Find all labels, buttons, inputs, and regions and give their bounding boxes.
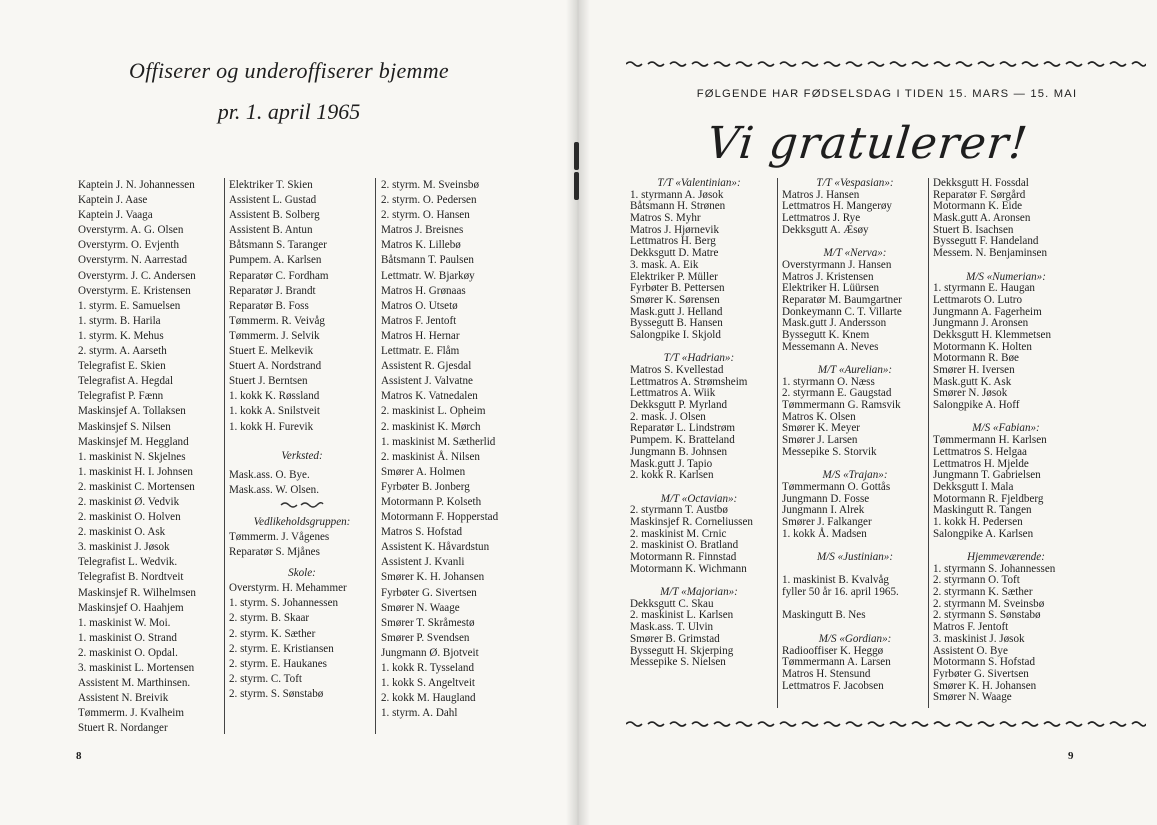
crew-entry: Pumpem. K. Bratteland [630, 434, 735, 447]
crew-entry: Smører K. Sørensen [630, 293, 720, 306]
crew-entry: 1. styrm. E. Samuelsen [78, 299, 181, 312]
ship-heading: M/T «Majorian»: [660, 586, 738, 599]
crew-entry: Assistent N. Breivik [78, 692, 169, 705]
crew-entry: 2. maskinist O. Ask [78, 526, 166, 539]
crew-entry: 2. maskinist Ø. Vedvik [78, 495, 180, 508]
crew-entry: Lettmatros F. Jacobsen [782, 679, 884, 692]
crew-entry: Elektriker T. Skien [229, 179, 313, 191]
group-spacer [630, 482, 768, 494]
crew-entry: Maskinsjef R. Corneliussen [630, 515, 753, 528]
crew-entry: Motormann P. Kolseth [381, 495, 482, 508]
crew-entry: Telegrafist L. Wedvik. [78, 556, 178, 569]
crew-entry: Mask.ass. T. Ulvin [630, 621, 714, 634]
crew-entry: Tømmermann O. Gottås [782, 480, 891, 493]
crew-entry: Jungmann Ø. Bjotveit [381, 646, 479, 659]
crew-entry: Stuert B. Isachsen [933, 223, 1014, 236]
crew-entry: Tømmerm. R. Veivåg [229, 314, 325, 327]
crew-entry: 2. styrm. E. Kristiansen [229, 642, 334, 655]
crew-entry: 1. maskinist N. Skjelnes [78, 450, 186, 463]
ship-heading: M/S «Trajan»: [822, 469, 888, 482]
crew-entry: 3. mask. A. Eik [630, 258, 699, 271]
right-page [578, 0, 1157, 825]
crew-entry: Motormann R. Fjeldberg [933, 492, 1044, 505]
crew-entry: Reparatør M. Baumgartner [782, 293, 902, 306]
crew-entry: Matros S. Kvellestad [630, 364, 724, 376]
crew-entry: 2. maskinist M. Crnic [630, 527, 727, 540]
crew-entry: 1. kokk S. Angeltveit [381, 677, 475, 690]
crew-entry: Reparatør J. Brandt [229, 284, 316, 297]
crew-entry: 2. maskinist Å. Nilsen [381, 450, 480, 463]
crew-entry: Assistent R. Gjesdal [381, 360, 472, 373]
crew-entry: Dekksgutt I. Mala [933, 480, 1014, 493]
crew-entry: Reparatør S. Mjånes [229, 546, 320, 559]
crew-entry: Maskinsjef R. Wilhelmsen [78, 586, 196, 599]
crew-entry: Smører K. Meyer [782, 422, 860, 435]
crew-entry: Dekksgutt H. Klemmetsen [933, 328, 1052, 341]
ship-heading: M/S «Gordian»: [818, 632, 892, 645]
crew-entry: Smører T. Skråmestø [381, 616, 475, 629]
crew-entry: Lettmatros J. Rye [782, 212, 861, 225]
crew-entry: Lettmarots O. Lutro [933, 293, 1023, 306]
crew-entry: Matros O. Utsetø [381, 299, 458, 312]
crew-entry: 1. styrmann E. Haugan [933, 282, 1035, 295]
crew-entry: 1. kokk Å. Madsen [782, 527, 867, 540]
crew-entry: Smører A. Holmen [381, 465, 466, 478]
crew-entry: Tømmerm. J. Selvik [229, 329, 320, 342]
crew-entry: Maskinsjef A. Tollaksen [78, 405, 186, 418]
crew-entry: Lettmatros H. Berg [630, 235, 716, 248]
crew-entry: Maskingutt B. Nes [782, 609, 866, 622]
crew-entry: 2. maskinist O. Holven [78, 511, 181, 524]
crew-entry: Lettmatr. E. Flåm [381, 345, 460, 358]
crew-entry: Stuert A. Nordstrand [229, 360, 322, 373]
crew-entry: Dekksgutt A. Æsøy [782, 223, 869, 236]
crew-entry: Smører N. Waage [933, 691, 1012, 704]
crew-entry: Kaptein J. Aase [78, 194, 148, 207]
officer-column-3 [381, 178, 498, 721]
crew-entry: Telegrafist P. Fænn [78, 390, 164, 403]
crew-entry: 3. maskinist L. Mortensen [78, 662, 195, 674]
crew-entry: Assistent M. Marthinsen. [78, 677, 191, 690]
left-page [0, 0, 578, 825]
crew-entry: Mask.gutt J. Tapio [630, 457, 713, 470]
crew-entry: Tømmermann A. Larsen [782, 656, 891, 669]
crew-entry: Byssegutt B. Hansen [630, 317, 723, 330]
crew-entry: 1. kokk A. Snilstveit [229, 405, 320, 418]
crew-entry: 2. maskinist C. Mortensen [78, 480, 195, 493]
crew-entry: 1. styrm. K. Mehus [78, 329, 164, 342]
crew-entry: Dekksgutt D. Matre [630, 247, 719, 260]
crew-entry: Lettmatros A. Wiik [630, 387, 716, 400]
crew-entry: Reparatør L. Lindstrøm [630, 422, 736, 435]
crew-entry: 1. maskinist O. Strand [78, 631, 177, 644]
crew-entry: 1. maskinist H. I. Johnsen [78, 465, 193, 478]
crew-entry: Elektriker H. Lüürsen [782, 282, 880, 295]
crew-entry: Telegrafist A. Hegdal [78, 375, 174, 388]
crew-entry: Byssegutt H. Skjerping [630, 644, 734, 657]
crew-entry: Tømmerm. J. Vågenes [229, 530, 330, 543]
crew-entry: Reparatør F. Sørgård [933, 188, 1026, 201]
crew-entry: Jungmann A. Fagerheim [933, 305, 1042, 318]
crew-entry: Matros H. Grønaas [381, 284, 466, 297]
crew-entry: Jungmann J. Aronsen [933, 317, 1029, 330]
crew-entry: Salongpike A. Karlsen [933, 527, 1034, 540]
crew-entry: Matros F. Jentoft [933, 621, 1009, 634]
bottom-ornament-divider [626, 720, 1146, 728]
crew-entry: Tømmerm. J. Kvalheim [78, 707, 184, 720]
ship-heading: T/T «Valentinian»: [657, 177, 741, 189]
crew-entry: Tømmermann H. Karlsen [933, 434, 1047, 447]
staple [574, 142, 579, 170]
crew-entry: Elektriker P. Müller [630, 270, 718, 283]
ship-heading: M/S «Numerian»: [966, 270, 1046, 283]
crew-entry: Båtsmann H. Strønen [630, 200, 726, 213]
crew-entry: 2. styrmann T. Austbø [630, 504, 728, 517]
crew-entry: 2. styrmann K. Sæther [933, 586, 1033, 599]
crew-entry: 2. styrm. O. Pedersen [381, 194, 477, 207]
section-heading-vedlikehold: Vedlikeholdsgruppen: [253, 515, 351, 528]
crew-entry: Lettmatros A. Strømsheim [630, 375, 748, 388]
crew-entry: Mask.gutt K. Ask [933, 375, 1012, 388]
crew-entry: Byssegutt F. Handeland [933, 235, 1039, 248]
crew-entry: Overstyrm. N. Aarrestad [78, 254, 188, 267]
crew-entry: Reparatør B. Foss [229, 299, 309, 312]
crew-entry: 1. maskinist B. Kvalvåg [782, 574, 889, 587]
ship-heading: M/S «Fabian»: [972, 422, 1040, 435]
crew-entry: 2. styrm. S. Sønstabø [229, 687, 324, 700]
crew-entry: Tømmermann G. Ramsvik [782, 399, 901, 412]
crew-entry: Overstyrm. A. G. Olsen [78, 224, 184, 237]
crew-entry: Smører K. H. Johansen [381, 571, 485, 584]
crew-entry: Telegrafist E. Skien [78, 360, 166, 373]
ship-heading: Hjemmeværende: [967, 551, 1045, 563]
crew-entry: Jungmann T. Gabrielsen [933, 469, 1041, 482]
ship-heading: T/T «Hadrian»: [663, 352, 735, 365]
crew-entry: 3. maskinist J. Jøsok [78, 541, 170, 554]
crew-entry: Matros H. Stensund [782, 667, 871, 680]
ship-heading: M/S «Justinian»: [816, 551, 894, 563]
section-heading-verksted: Verksted: [281, 449, 323, 462]
crew-entry: 2. maskinist K. Mørch [381, 420, 481, 433]
page-number: 9 [1068, 750, 1074, 762]
crew-entry: Salongpike A. Hoff [933, 399, 1020, 412]
crew-entry: Lettmatros H. Mangerøy [782, 200, 892, 213]
crew-entry: Matros S. Hofstad [381, 526, 463, 539]
crew-entry: Overstyrmann J. Hansen [782, 258, 892, 271]
crew-entry: Mask.gutt A. Aronsen [933, 212, 1031, 225]
crew-entry: Dekksgutt C. Skau [630, 597, 714, 610]
crew-entry: Mask.gutt J. Helland [630, 305, 723, 318]
crew-entry: Telegrafist B. Nordtveit [78, 571, 184, 584]
crew-entry: Maskingutt R. Tangen [933, 504, 1032, 517]
crew-entry: Messem. N. Benjaminsen [933, 247, 1048, 260]
column-divider [375, 178, 376, 734]
crew-entry: Assistent O. Bye [933, 644, 1008, 657]
crew-entry: 1. kokk H. Pedersen [933, 515, 1023, 528]
crew-entry: Assistent J. Valvatne [381, 375, 473, 388]
crew-entry: 2. styrmann M. Sveinsbø [933, 597, 1045, 610]
crew-entry: 2. styrm. K. Sæther [229, 627, 316, 640]
crew-entry: Matros F. Jentoft [381, 314, 457, 327]
crew-entry: Matros J. Hansen [782, 188, 860, 201]
crew-entry: 1. kokk H. Furevik [229, 420, 314, 433]
ship-column-1 [630, 178, 768, 669]
crew-entry: Matros H. Hernar [381, 329, 460, 342]
crew-entry: 2. mask. J. Olsen [630, 410, 706, 423]
crew-entry: Smører N. Waage [381, 601, 460, 614]
crew-entry: Fyrbøter B. Jonberg [381, 480, 470, 493]
crew-entry: 1. maskinist W. Moi. [78, 616, 171, 629]
crew-entry: Overstyrm. E. Kristensen [78, 284, 191, 297]
binding-gutter [566, 0, 590, 825]
crew-entry: 1. kokk K. Røssland [229, 390, 320, 403]
crew-entry: Salongpike I. Skjold [630, 328, 721, 341]
crew-entry: Maskinsjef M. Heggland [78, 435, 189, 448]
crew-entry: 1. maskinist M. Sætherlid [381, 435, 496, 448]
crew-entry: 1. kokk R. Tysseland [381, 662, 475, 674]
crew-entry: Overstyrm. H. Mehammer [229, 582, 347, 595]
crew-entry: Dekksgutt P. Myrland [630, 399, 728, 412]
staple [574, 172, 579, 200]
crew-entry: Donkeymann C. T. Villarte [782, 305, 902, 318]
crew-entry: Båtsmann T. Paulsen [381, 254, 474, 267]
crew-entry: Smører H. Iversen [933, 364, 1015, 376]
crew-entry: Motormann K. Wichmann [630, 562, 747, 575]
column-divider [928, 178, 929, 708]
crew-entry: 1. styrmann O. Næss [782, 375, 875, 388]
crew-entry: Lettmatros H. Mjelde [933, 457, 1029, 470]
crew-entry: Smører P. Svendsen [381, 631, 470, 644]
crew-entry: 2. styrmann S. Sønstabø [933, 609, 1041, 622]
crew-entry: Jungmann D. Fosse [782, 492, 870, 505]
crew-entry: 2. styrm. O. Hansen [381, 209, 470, 222]
crew-entry: Smører J. Larsen [782, 434, 858, 447]
crew-entry: Fyrbøter B. Pettersen [630, 282, 725, 295]
top-ornament-divider [626, 60, 1146, 68]
crew-entry: Matros K. Vatnedalen [381, 390, 478, 403]
crew-entry: 1. styrmann A. Jøsok [630, 188, 724, 201]
ship-heading: M/T «Octavian»: [660, 492, 738, 505]
greeting-title: Vi gratulerer! [704, 118, 1031, 169]
crew-entry: Motormann K. Eide [933, 200, 1023, 213]
crew-entry: Messemann A. Neves [782, 340, 879, 353]
crew-entry: Messepike S. Nielsen [630, 656, 726, 669]
crew-entry: 2. maskinist O. Opdal. [78, 646, 178, 659]
crew-entry: Byssegutt K. Knem [782, 328, 870, 341]
crew-entry: Mask.gutt J. Andersson [782, 317, 887, 330]
crew-entry: Overstyrm. J. C. Andersen [78, 269, 196, 282]
section-heading-skole: Skole: [288, 567, 316, 580]
crew-entry: Kaptein J. Vaaga [78, 209, 153, 222]
crew-entry: 3. maskinist J. Jøsok [933, 632, 1025, 645]
column-divider [777, 178, 778, 708]
crew-entry: Maskinsjef S. Nilsen [78, 420, 171, 433]
crew-entry: 2. kokk R. Karlsen [630, 469, 714, 482]
officer-column-1 [78, 178, 196, 736]
crew-entry: Motormann S. Hofstad [933, 656, 1035, 669]
crew-entry: Motormann R. Finnstad [630, 551, 737, 563]
crew-entry: Messepike S. Storvik [782, 445, 877, 458]
crew-entry: 2. styrm. B. Skaar [229, 612, 310, 625]
crew-entry: 2. maskinist L. Karlsen [630, 609, 734, 622]
crew-entry: Matros K. Olsen [782, 410, 856, 423]
crew-entry: Assistent L. Gustad [229, 194, 317, 207]
ship-heading: T/T «Vespasian»: [816, 177, 894, 189]
crew-entry: Assistent K. Håvardstun [381, 541, 490, 554]
crew-entry: 2. styrm. E. Haukanes [229, 657, 327, 670]
group-spacer [933, 260, 1079, 272]
crew-entry: 1. styrm. A. Dahl [381, 707, 458, 720]
crew-entry: Motormann F. Hopperstad [381, 511, 499, 524]
crew-entry: Matros J. Kristensen [782, 270, 874, 283]
crew-entry: Mask.ass. W. Olsen. [229, 483, 319, 496]
crew-entry: Fyrbøter G. Sivertsen [381, 586, 477, 599]
crew-entry: 1. styrm. S. Johannessen [229, 597, 339, 610]
crew-entry: Assistent B. Solberg [229, 209, 320, 222]
crew-entry: 2. styrm. M. Sveinsbø [381, 179, 480, 191]
crew-entry: Dekksgutt H. Fossdal [933, 177, 1029, 189]
page-number: 8 [76, 750, 82, 762]
crew-entry: Mask.ass. O. Bye. [229, 468, 310, 481]
crew-entry: Jungmann B. Johnsen [630, 445, 728, 458]
page-title: Offiserer og underoffiserer bjemme [129, 58, 449, 83]
crew-entry: Jungmann I. Alrek [782, 504, 865, 517]
ship-heading: M/T «Aurelian»: [817, 364, 893, 376]
crew-entry: Lettmatr. W. Bjarkøy [381, 269, 475, 282]
crew-entry: Pumpem. A. Karlsen [229, 254, 322, 267]
crew-entry: Overstyrm. O. Evjenth [78, 239, 180, 252]
birthday-header: FØLGENDE HAR FØDSELSDAG I TIDEN 15. MARS — 15. MAI [696, 88, 1078, 100]
crew-entry: Smører B. Grimstad [630, 632, 720, 645]
crew-entry: Motormann R. Bøe [933, 352, 1019, 365]
crew-entry: 2. styrm. C. Toft [229, 672, 302, 685]
crew-entry: Radiooffiser K. Heggø [782, 644, 884, 657]
crew-entry: 2. styrmann E. Gaugstad [782, 387, 892, 400]
ship-heading: M/T «Nerva»: [823, 247, 887, 260]
crew-entry: Stuert J. Berntsen [229, 375, 308, 388]
crew-entry: Fyrbøter G. Sivertsen [933, 667, 1029, 680]
officer-column-2 [229, 178, 375, 702]
crew-entry: Lettmatros S. Helgaa [933, 445, 1027, 458]
ship-column-2 [782, 178, 928, 692]
crew-entry: 2. maskinist O. Bratland [630, 539, 739, 552]
crew-entry: Motormann K. Holten [933, 340, 1032, 353]
crew-entry: Reparatør C. Fordham [229, 269, 329, 282]
crew-entry: Assistent J. Kvanli [381, 556, 465, 569]
crew-entry: Matros J. Hjørnevik [630, 223, 720, 236]
crew-entry: Matros S. Myhr [630, 212, 701, 225]
crew-entry: Smører K. H. Johansen [933, 679, 1037, 692]
crew-entry: Smører N. Jøsok [933, 387, 1008, 400]
column-divider [224, 178, 225, 734]
crew-entry: Stuert E. Melkevik [229, 345, 314, 358]
crew-entry: Båtsmann S. Taranger [229, 239, 327, 252]
crew-entry: Kaptein J. N. Johannessen [78, 179, 195, 191]
crew-entry: Matros K. Lillebø [381, 239, 461, 252]
squiggle-divider [229, 498, 375, 513]
crew-entry: Maskinsjef O. Haahjem [78, 601, 184, 614]
crew-entry: Stuert R. Nordanger [78, 722, 168, 735]
crew-entry: Matros J. Breisnes [381, 224, 464, 237]
crew-entry: 2. maskinist L. Opheim [381, 405, 486, 418]
page-subtitle: pr. 1. april 1965 [217, 99, 361, 124]
crew-entry: Smører J. Falkanger [782, 515, 872, 528]
crew-entry: fyller 50 år 16. april 1965. [782, 586, 899, 599]
crew-entry: 2. styrmann O. Toft [933, 574, 1020, 587]
ship-column-3 [933, 178, 1079, 704]
crew-entry: 2. kokk M. Haugland [381, 692, 476, 705]
crew-entry: 1. styrm. B. Harila [78, 314, 161, 327]
crew-entry: Assistent B. Antun [229, 224, 313, 237]
crew-entry: 1. styrmann S. Johannessen [933, 562, 1056, 575]
crew-entry: 2. styrm. A. Aarseth [78, 345, 167, 358]
